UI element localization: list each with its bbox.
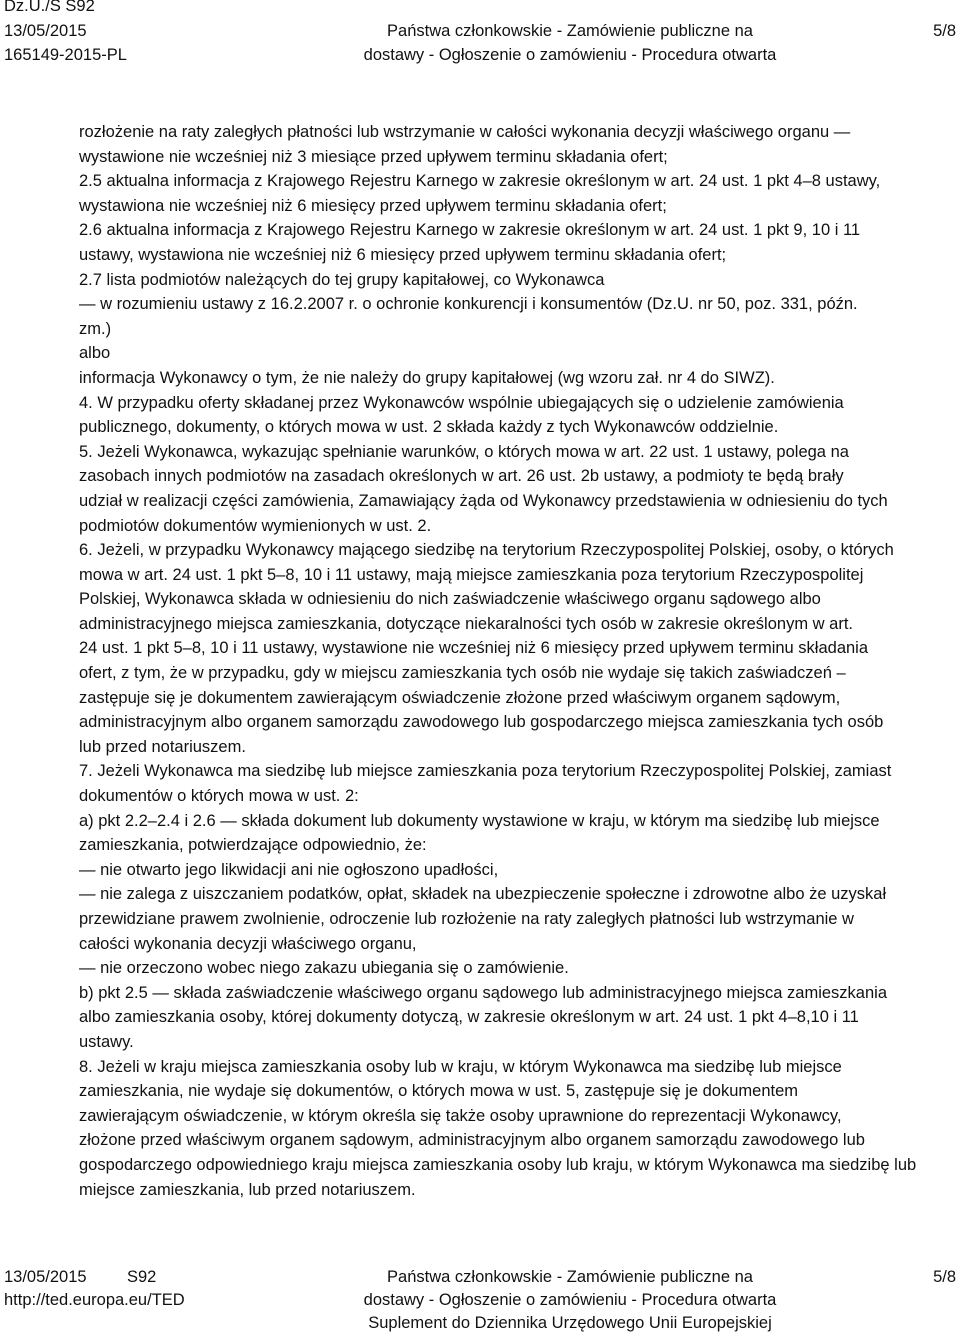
text-line: gospodarczego odpowiedniego kraju miejsca zamieszkania osoby lub kraju, w którym Wykonawca ma siedzibę lub [79, 1155, 917, 1174]
footer-page-number: 5/8 [933, 1268, 956, 1286]
text-line: przewidziane prawem zwolnienie, odroczenie lub rozłożenie na raty zaległych płatności lub wstrzymanie w [79, 910, 854, 928]
text-line: 7. Jeżeli Wykonawca ma siedzibę lub miejsce zamieszkania poza terytorium Rzeczypospolitej Polskiej, zamiast [79, 762, 892, 781]
text-line: — nie otwarto jego likwidacji ani nie ogłoszono upadłości, [79, 860, 499, 879]
text-line: 2.5 aktualna informacja z Krajowego Rejestru Karnego w zakresie określonym w art. 24 ust. 1 pkt 4–8 ustawy, [79, 172, 881, 191]
text-line: złożone przed właściwym organem sądowym, administracyjnym albo organem samorządu zawodowego lub [79, 1131, 865, 1150]
text-line: 6. Jeżeli, w przypadku Wykonawcy mającego siedzibę na terytorium Rzeczypospolitej Polskiej, osoby, o których [79, 541, 894, 560]
text-line: zasobach innych podmiotów na zasadach określonych w art. 26 ust. 2b ustawy, a podmioty te będą brały [79, 467, 844, 486]
text-line: a) pkt 2.2–2.4 i 2.6 — składa dokument lub dokumenty wystawione w kraju, w którym ma siedzibę lub miejsce [79, 811, 880, 830]
text-line: administracyjnym albo organem samorządu zawodowego lub gospodarczego miejsca zamieszkania tych osób [79, 713, 884, 732]
text-line: ustawy. [79, 1032, 134, 1051]
page-number: 5/8 [933, 22, 956, 40]
text-line: — nie orzeczono wobec niego zakazu ubiegania się o zamówienie. [79, 959, 569, 978]
text-line: podmiotów dokumentów wymienionych w ust. 2. [79, 516, 432, 535]
header-title-line1: Państwa członkowskie - Zamówienie publiczne na [387, 22, 753, 40]
text-line: rozłożenie na raty zaległych płatności lub wstrzymanie w całości wykonania decyzji właściwego organu — [79, 123, 851, 141]
text-line: zastępuje się je dokumentem zawierającym oświadczenie złożone przed właściwym organem sądowym, [79, 688, 841, 707]
journal-reference: Dz.U./S S92 [4, 0, 95, 15]
text-line: wystawiona nie wcześniej niż 6 miesięcy przed upływem terminu składania ofert; [79, 196, 667, 215]
text-line: publicznego, dokumenty, o których mowa w ust. 2 składa każdy z tych Wykonawców oddzielnie. [79, 418, 779, 437]
text-line: zamieszkania, potwierdzające odpowiednio, że: [79, 836, 427, 855]
notice-number: 165149-2015-PL [4, 46, 127, 64]
text-line: ofert, z tym, że w przypadku, gdy w miejscu zamieszkania tych osób nie wydaje się takich zaświadczeń – [79, 664, 846, 683]
text-line: 4. W przypadku oferty składanej przez Wykonawców wspólnie ubiegających się o udzielenie zamówienia [79, 393, 844, 412]
text-line: administracyjnego miejsca zamieszkania, dotyczące niekaralności tych osób w zakresie określonym w art. [79, 614, 853, 633]
text-line: całości wykonania decyzji właściwego organu, [79, 934, 417, 953]
text-line: wystawione nie wcześniej niż 3 miesiące przed upływem terminu składania ofert; [79, 147, 668, 166]
text-line: Polskiej, Wykonawca składa w odniesieniu do nich zaświadczenie właściwego organu sądowego albo [79, 590, 821, 609]
text-line: 24 ust. 1 pkt 5–8, 10 i 11 ustawy, wystawione nie wcześniej niż 6 miesięcy przed upływem terminu składania [79, 639, 869, 658]
text-line: zawierającym oświadczenie, w którym określa się także osoby uprawnione do reprezentacji Wykonawcy, [79, 1106, 842, 1125]
text-line: dokumentów o których mowa w ust. 2: [79, 787, 359, 806]
text-line: — w rozumieniu ustawy z 16.2.2007 r. o ochronie konkurencji i konsumentów (Dz.U. nr 50, poz. 331, późn. [79, 295, 858, 314]
text-line: albo [79, 344, 111, 363]
text-line: — nie zalega z uiszczaniem podatków, opłat, składek na ubezpieczenie społeczne i zdrowotne albo że uzyskał [79, 885, 887, 904]
footer-date: 13/05/2015 [4, 1268, 87, 1286]
footer-title-line2: dostawy - Ogłoszenie o zamówieniu - Procedura otwarta [363, 1291, 777, 1309]
text-line: informacja Wykonawcy o tym, że nie należy do grupy kapitałowej (wg wzoru zał. nr 4 do SIWZ). [79, 368, 775, 387]
text-line: zm.) [79, 319, 112, 338]
text-line: albo zamieszkania osoby, której dokumenty dotyczą, w zakresie określonym w art. 24 ust. 1 pkt 4–8,10 i 11 [79, 1008, 859, 1027]
text-line: lub przed notariuszem. [79, 737, 246, 756]
publication-date: 13/05/2015 [4, 22, 87, 40]
text-line: zamieszkania, nie wydaje się dokumentów, o których mowa w ust. 5, zastępuje się je dokumentem [79, 1082, 799, 1101]
text-line: 5. Jeżeli Wykonawca, wykazując spełnianie warunków, o których mowa w art. 22 ust. 1 ustawy, polega na [79, 442, 849, 461]
text-line: b) pkt 2.5 — składa zaświadczenie właściwego organu sądowego lub administracyjnego miejsca zamieszkania [79, 983, 887, 1002]
footer-title-line3: Suplement do Dziennika Urzędowego Unii Europejskiej [368, 1314, 772, 1332]
text-line: 2.7 lista podmiotów należących do tej grupy kapitałowej, co Wykonawca [79, 270, 605, 289]
text-line: 2.6 aktualna informacja z Krajowego Rejestru Karnego w zakresie określonym w art. 24 ust. 1 pkt 9, 10 i 11 [79, 221, 861, 240]
text-line: miejsce zamieszkania, lub przed notariuszem. [79, 1180, 416, 1199]
text-line: ustawy, wystawiona nie wcześniej niż 6 miesięcy przed upływem terminu składania ofert; [79, 245, 727, 264]
footer-title-line1: Państwa członkowskie - Zamówienie publiczne na [387, 1268, 753, 1286]
footer-url-link[interactable]: http://ted.europa.eu/TED [4, 1291, 185, 1309]
header-title-line2: dostawy - Ogłoszenie o zamówieniu - Procedura otwarta [363, 46, 777, 64]
footer-series: S92 [127, 1268, 157, 1286]
text-line: mowa w art. 24 ust. 1 pkt 5–8, 10 i 11 ustawy, mają miejsce zamieszkania poza terytorium Rzeczypospolitej [79, 565, 864, 584]
document-body [79, 120, 949, 1202]
text-line: udział w realizacji części zamówienia, Zamawiający żąda od Wykonawcy przedstawienia w odniesieniu do tych [79, 491, 888, 510]
text-line: 8. Jeżeli w kraju miejsca zamieszkania osoby lub w kraju, w którym Wykonawca ma siedzibę lub miejsce [79, 1057, 842, 1076]
